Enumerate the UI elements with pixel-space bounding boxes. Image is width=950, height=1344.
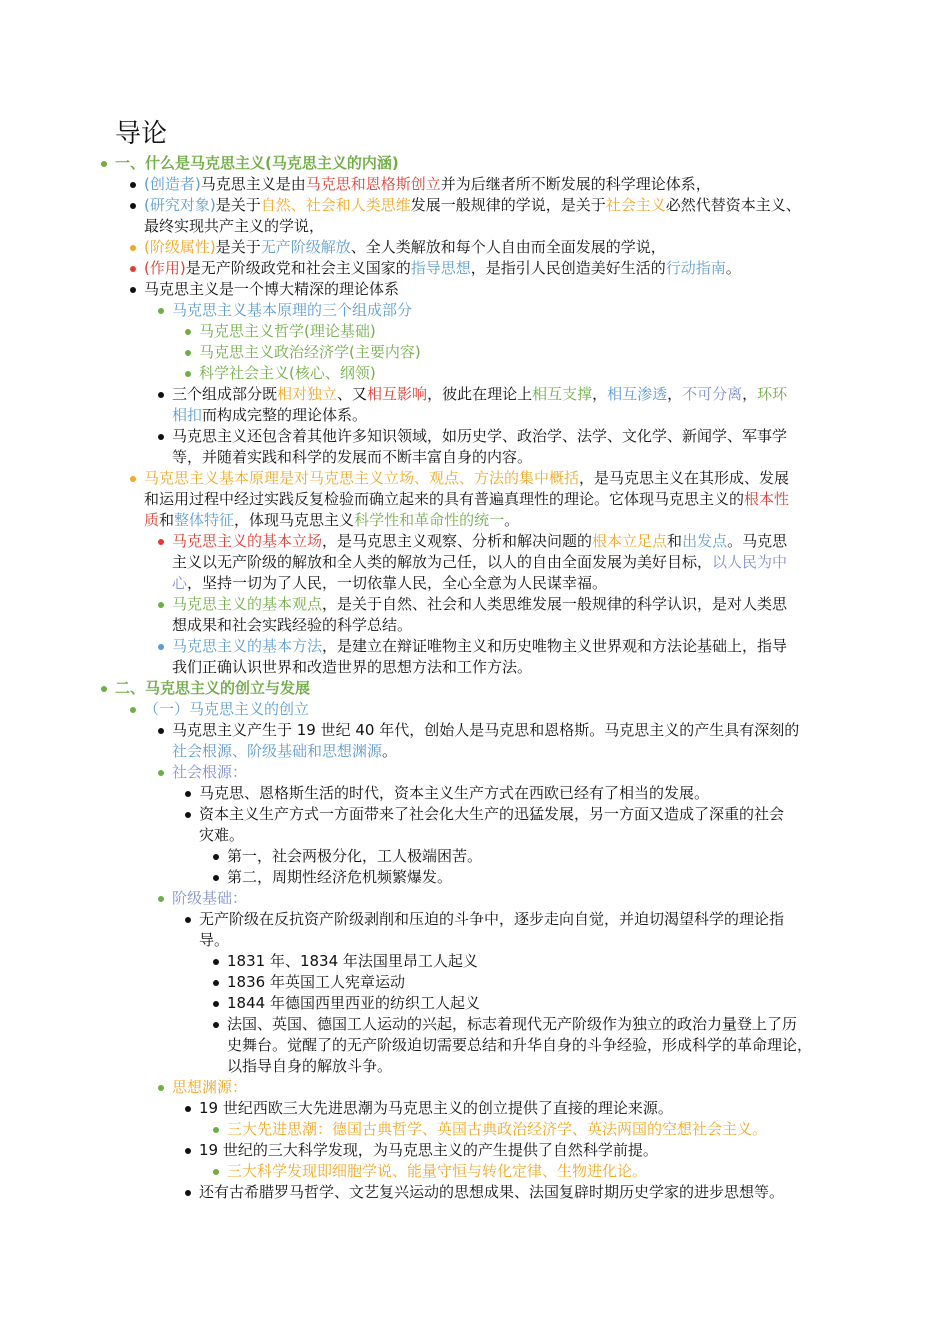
list-item bbox=[199, 909, 880, 930]
text-run: 和 bbox=[159, 511, 175, 529]
list-item-text bbox=[199, 1182, 880, 1203]
highlighted-text: 相扣 bbox=[172, 406, 203, 424]
highlighted-text: 根本性 bbox=[744, 490, 790, 508]
list-item bbox=[227, 1119, 880, 1140]
text-run: 马克思主义是一个博大精深的理论体系 bbox=[144, 280, 400, 298]
bullet-dot-icon bbox=[130, 476, 136, 482]
highlighted-text: 社会根源： bbox=[172, 763, 248, 781]
text-run: 1836 年英国工人宪章运动 bbox=[227, 973, 405, 991]
text-run: 史舞台。觉醒了的无产阶级迫切需要总结和升华自身的斗争经验，形成科学的革命理论， bbox=[227, 1036, 813, 1054]
bullet-dot-icon bbox=[130, 203, 136, 209]
list-item-text bbox=[199, 825, 880, 846]
text-run: 、又 bbox=[337, 385, 368, 403]
list-item bbox=[144, 174, 880, 195]
list-item-continuation bbox=[172, 741, 880, 762]
highlighted-text: 不可分离 bbox=[682, 385, 743, 403]
text-run: 导。 bbox=[199, 931, 230, 949]
list-item bbox=[227, 867, 880, 888]
text-run: 最终实现共产主义的学说， bbox=[144, 217, 325, 235]
list-item-text bbox=[172, 552, 880, 573]
bullet-dot-icon bbox=[158, 770, 164, 776]
bullet-dot-icon bbox=[185, 917, 191, 923]
bullet-dot-icon bbox=[213, 959, 219, 965]
bullet-dot-icon bbox=[213, 854, 219, 860]
text-run: 想成果和社会实践经验的科学总结。 bbox=[172, 616, 413, 634]
list-item bbox=[144, 237, 880, 258]
text-run: 法国、英国、德国工人运动的兴起，标志着现代无产阶级作为独立的政治力量登上了历 bbox=[227, 1015, 798, 1033]
highlighted-text: 质 bbox=[144, 511, 160, 529]
list-item-text bbox=[227, 846, 880, 867]
list-item bbox=[199, 363, 880, 384]
bullet-dot-icon bbox=[185, 371, 191, 377]
highlighted-text: （一）马克思主义的创立 bbox=[144, 700, 310, 718]
list-item-text bbox=[144, 510, 880, 531]
bullet-dot-icon bbox=[130, 266, 136, 272]
list-item bbox=[227, 1161, 880, 1182]
text-run: 。马克思 bbox=[727, 532, 788, 550]
list-item bbox=[227, 972, 880, 993]
text-run: 马克思主义是由 bbox=[200, 175, 306, 193]
text-run: ，是指引人民创造美好生活的 bbox=[470, 259, 666, 277]
text-run: 、全人类解放和每个人自由而全面发展的学说， bbox=[350, 238, 666, 256]
list-item-text bbox=[172, 426, 880, 447]
highlighted-text: 指导思想 bbox=[410, 259, 471, 277]
text-run: 灾难。 bbox=[199, 826, 245, 844]
list-item-text bbox=[199, 1140, 880, 1161]
list-item-text bbox=[172, 636, 880, 657]
bullet-dot-icon bbox=[158, 1085, 164, 1091]
highlighted-text: 社会根源、阶级基础和思想渊源 bbox=[172, 742, 383, 760]
list-item-text bbox=[144, 174, 880, 195]
highlighted-text: 科学社会主义(核心、纲领) bbox=[199, 364, 376, 382]
bullet-dot-icon bbox=[185, 1148, 191, 1154]
bullet-dot-icon bbox=[130, 287, 136, 293]
text-run: ，是建立在辩证唯物主义和历史唯物主义世界观和方法论基础上，指导 bbox=[322, 637, 788, 655]
list-item-text bbox=[172, 1077, 880, 1098]
highlighted-text: (研究对象) bbox=[144, 196, 216, 214]
list-item-text bbox=[115, 153, 880, 174]
list-item-continuation bbox=[199, 930, 880, 951]
text-run: ，是关于自然、社会和人类思维发展一般规律的科学认识，是对人类思 bbox=[322, 595, 788, 613]
highlighted-text: 科学性和革命性的统一 bbox=[354, 511, 505, 529]
list-item bbox=[172, 636, 880, 657]
list-item bbox=[144, 279, 880, 300]
list-item-continuation bbox=[172, 573, 880, 594]
list-item bbox=[199, 783, 880, 804]
list-item bbox=[199, 1098, 880, 1119]
list-item bbox=[199, 1140, 880, 1161]
highlighted-text: 行动指南 bbox=[665, 259, 726, 277]
list-item bbox=[172, 762, 880, 783]
list-item-text bbox=[199, 930, 880, 951]
highlighted-text: 无产阶级解放 bbox=[260, 238, 351, 256]
list-item-text bbox=[172, 573, 880, 594]
list-item bbox=[115, 153, 880, 174]
list-item-text bbox=[199, 342, 880, 363]
list-item-text bbox=[227, 1161, 880, 1182]
text-run: 无产阶级在反抗资产阶级剥削和压迫的斗争中，逐步走向自觉，并迫切渴望科学的理论指 bbox=[199, 910, 785, 928]
text-run: 19 世纪的三大科学发现，为马克思主义的产生提供了自然科学前提。 bbox=[199, 1141, 658, 1159]
list-item bbox=[172, 531, 880, 552]
list-item-text bbox=[144, 258, 880, 279]
text-run: 发展一般规律的学说，是关于 bbox=[410, 196, 606, 214]
text-run: ， bbox=[592, 385, 608, 403]
list-item bbox=[227, 846, 880, 867]
bullet-dot-icon bbox=[158, 539, 164, 545]
list-item-continuation bbox=[172, 615, 880, 636]
text-run: ，体现马克思主义 bbox=[234, 511, 355, 529]
text-run: 马克思主义产生于 19 世纪 40 年代，创始人是马克思和恩格斯。马克思主义的产生具有深刻的 bbox=[172, 721, 800, 739]
text-run: ，是马克思主义观察、分析和解决问题的 bbox=[322, 532, 593, 550]
text-run: 主义以无产阶级的解放和全人类的解放为己任，以人的自由全面发展为美好目标， bbox=[172, 553, 713, 571]
bullet-dot-icon bbox=[213, 1022, 219, 1028]
text-run: 第一，社会两极分化，工人极端困苦。 bbox=[227, 847, 483, 865]
text-run: 资本主义生产方式一方面带来了社会化大生产的迅猛发展，另一方面又造成了深重的社会 bbox=[199, 805, 785, 823]
text-run: 马克思主义还包含着其他许多知识领域，如历史学、政治学、法学、文化学、新闻学、军事学 bbox=[172, 427, 788, 445]
highlighted-text: 整体特征 bbox=[174, 511, 235, 529]
highlighted-text: 以人民为中 bbox=[712, 553, 788, 571]
list-item-text bbox=[199, 909, 880, 930]
list-item bbox=[144, 195, 880, 216]
list-item-text bbox=[199, 363, 880, 384]
text-run: 是关于 bbox=[215, 238, 261, 256]
bullet-dot-icon bbox=[185, 329, 191, 335]
list-item-text bbox=[172, 615, 880, 636]
text-run: 是关于 bbox=[215, 196, 261, 214]
text-run: 必然代替资本主义、 bbox=[665, 196, 801, 214]
list-item-text bbox=[172, 531, 880, 552]
list-item bbox=[144, 699, 880, 720]
list-item-continuation bbox=[227, 1056, 880, 1077]
list-item bbox=[172, 1077, 880, 1098]
text-run: 。 bbox=[382, 742, 398, 760]
highlighted-text: 阶级基础： bbox=[172, 889, 248, 907]
list-item-continuation bbox=[172, 447, 880, 468]
list-item bbox=[172, 888, 880, 909]
highlighted-text: 环环 bbox=[757, 385, 788, 403]
list-item-text bbox=[144, 279, 880, 300]
list-item-text bbox=[144, 237, 880, 258]
list-item bbox=[227, 993, 880, 1014]
highlighted-text: 马克思主义政治经济学(主要内容) bbox=[199, 343, 421, 361]
text-run: 而构成完整的理论体系。 bbox=[202, 406, 368, 424]
list-item-continuation bbox=[144, 510, 880, 531]
bullet-dot-icon bbox=[158, 728, 164, 734]
list-item-text bbox=[172, 762, 880, 783]
list-item-text bbox=[199, 783, 880, 804]
highlighted-text: 自然、社会和人类思维 bbox=[260, 196, 411, 214]
highlighted-text: 三大科学发现即细胞学说、能量守恒与转化定律、生物进化论。 bbox=[227, 1162, 648, 1180]
list-item-text bbox=[227, 1035, 880, 1056]
text-run: 1844 年德国西里西亚的纺织工人起义 bbox=[227, 994, 480, 1012]
list-item-text bbox=[227, 1056, 880, 1077]
list-item-text bbox=[227, 1014, 880, 1035]
list-item bbox=[172, 426, 880, 447]
text-run: 和运用过程中经过实践反复检验而确立起来的具有普遍真理性的理论。它体现马克思主义的 bbox=[144, 490, 745, 508]
text-run: ， bbox=[667, 385, 683, 403]
list-item-text bbox=[227, 993, 880, 1014]
list-item-continuation bbox=[144, 489, 880, 510]
list-item-text bbox=[227, 867, 880, 888]
list-item-text bbox=[144, 489, 880, 510]
highlighted-text: 心 bbox=[172, 574, 188, 592]
list-item bbox=[172, 384, 880, 405]
list-item-text bbox=[227, 972, 880, 993]
bullet-dot-icon bbox=[130, 245, 136, 251]
bullet-dot-icon bbox=[185, 1190, 191, 1196]
bullet-dot-icon bbox=[101, 686, 107, 692]
text-run: 我们正确认识世界和改造世界的思想方法和工作方法。 bbox=[172, 658, 533, 676]
bullet-dot-icon bbox=[130, 707, 136, 713]
bullet-dot-icon bbox=[158, 434, 164, 440]
highlighted-text: 思想渊源： bbox=[172, 1078, 248, 1096]
list-item bbox=[144, 468, 880, 489]
list-item-text bbox=[172, 888, 880, 909]
text-run: 三个组成部分既 bbox=[172, 385, 278, 403]
bullet-dot-icon bbox=[158, 392, 164, 398]
list-item-continuation bbox=[172, 657, 880, 678]
highlighted-text: 马克思主义的基本方法 bbox=[172, 637, 323, 655]
bullet-dot-icon bbox=[158, 308, 164, 314]
highlighted-text: (阶级属性) bbox=[144, 238, 216, 256]
text-run: 还有古希腊罗马哲学、文艺复兴运动的思想成果、法国复辟时期历史学家的进步思想等。 bbox=[199, 1183, 785, 1201]
list-item-text bbox=[227, 951, 880, 972]
highlighted-text: 出发点 bbox=[682, 532, 728, 550]
list-item-text bbox=[144, 195, 880, 216]
bullet-dot-icon bbox=[213, 1001, 219, 1007]
list-item bbox=[172, 300, 880, 321]
highlighted-text: 二、马克思主义的创立与发展 bbox=[115, 679, 311, 697]
list-item-text bbox=[199, 1098, 880, 1119]
highlighted-text: 相互支撑 bbox=[532, 385, 593, 403]
highlighted-text: 马克思主义的基本观点 bbox=[172, 595, 323, 613]
bullet-dot-icon bbox=[158, 644, 164, 650]
bullet-dot-icon bbox=[158, 896, 164, 902]
list-item bbox=[172, 720, 880, 741]
list-item bbox=[172, 594, 880, 615]
list-item-text bbox=[115, 678, 880, 699]
text-run: ， bbox=[742, 385, 758, 403]
list-item-text bbox=[172, 741, 880, 762]
text-run: 1831 年、1834 年法国里昂工人起义 bbox=[227, 952, 478, 970]
bullet-dot-icon bbox=[213, 875, 219, 881]
bullet-dot-icon bbox=[185, 1106, 191, 1112]
list-item-text bbox=[227, 1119, 880, 1140]
list-item-continuation bbox=[172, 405, 880, 426]
text-run: 等，并随着实践和科学的发展而不断丰富自身的内容。 bbox=[172, 448, 533, 466]
list-item-text bbox=[199, 321, 880, 342]
list-item bbox=[144, 258, 880, 279]
list-item-text bbox=[144, 468, 880, 489]
text-run: 。 bbox=[504, 511, 520, 529]
page-title: 导论 bbox=[115, 119, 168, 149]
list-item bbox=[199, 342, 880, 363]
list-item-continuation bbox=[199, 825, 880, 846]
list-item bbox=[199, 321, 880, 342]
list-item-continuation bbox=[172, 552, 880, 573]
highlighted-text: 马克思和恩格斯创立 bbox=[305, 175, 441, 193]
text-run: 。 bbox=[725, 259, 741, 277]
text-run: ，是马克思主义在其形成、发展 bbox=[579, 469, 790, 487]
bullet-dot-icon bbox=[185, 350, 191, 356]
list-item-text bbox=[144, 216, 880, 237]
list-item-continuation bbox=[227, 1035, 880, 1056]
list-item-text bbox=[144, 699, 880, 720]
bullet-dot-icon bbox=[130, 182, 136, 188]
text-run: 19 世纪西欧三大先进思潮为马克思主义的创立提供了直接的理论来源。 bbox=[199, 1099, 673, 1117]
bullet-dot-icon bbox=[213, 980, 219, 986]
list-item bbox=[227, 1014, 880, 1035]
bullet-dot-icon bbox=[101, 161, 107, 167]
text-run: ，彼此在理论上 bbox=[427, 385, 533, 403]
highlighted-text: 一、什么是马克思主义(马克思主义的内涵) bbox=[115, 154, 399, 172]
highlighted-text: 根本立足点 bbox=[592, 532, 668, 550]
highlighted-text: 相互渗透 bbox=[607, 385, 668, 403]
text-run: 并为后继者所不断发展的科学理论体系， bbox=[440, 175, 711, 193]
bullet-dot-icon bbox=[185, 791, 191, 797]
list-item-text bbox=[172, 447, 880, 468]
bullet-dot-icon bbox=[158, 602, 164, 608]
highlighted-text: 马克思主义的基本立场 bbox=[172, 532, 323, 550]
bullet-dot-icon bbox=[213, 1127, 219, 1133]
highlighted-text: 马克思主义基本原理是对马克思主义立场、观点、方法的集中概括 bbox=[144, 469, 580, 487]
highlighted-text: (作用) bbox=[144, 259, 186, 277]
list-item-text bbox=[172, 657, 880, 678]
list-item-text bbox=[172, 300, 880, 321]
text-run: 以指导自身的解放斗争。 bbox=[227, 1057, 393, 1075]
list-item-text bbox=[199, 804, 880, 825]
list-item-text bbox=[172, 405, 880, 426]
text-run: 和 bbox=[667, 532, 683, 550]
highlighted-text: 相对独立 bbox=[277, 385, 338, 403]
highlighted-text: 马克思主义基本原理的三个组成部分 bbox=[172, 301, 413, 319]
highlighted-text: 相互影响 bbox=[367, 385, 428, 403]
list-item-continuation bbox=[144, 216, 880, 237]
list-item-text bbox=[172, 720, 880, 741]
highlighted-text: (创造者) bbox=[144, 175, 201, 193]
list-item bbox=[199, 804, 880, 825]
highlighted-text: 社会主义 bbox=[605, 196, 666, 214]
bullet-dot-icon bbox=[185, 812, 191, 818]
list-item-text bbox=[172, 384, 880, 405]
list-item-text bbox=[172, 594, 880, 615]
list-item bbox=[115, 678, 880, 699]
text-run: 是无产阶级政党和社会主义国家的 bbox=[185, 259, 411, 277]
text-run: 马克思、恩格斯生活的时代，资本主义生产方式在西欧已经有了相当的发展。 bbox=[199, 784, 710, 802]
highlighted-text: 三大先进思潮：德国古典哲学、英国古典政治经济学、英法两国的空想社会主义。 bbox=[227, 1120, 768, 1138]
list-item bbox=[199, 1182, 880, 1203]
text-run: 第二，周期性经济危机频繁爆发。 bbox=[227, 868, 453, 886]
highlighted-text: 马克思主义哲学(理论基础) bbox=[199, 322, 376, 340]
text-run: ，坚持一切为了人民，一切依靠人民，全心全意为人民谋幸福。 bbox=[187, 574, 608, 592]
bullet-dot-icon bbox=[213, 1169, 219, 1175]
list-item bbox=[227, 951, 880, 972]
